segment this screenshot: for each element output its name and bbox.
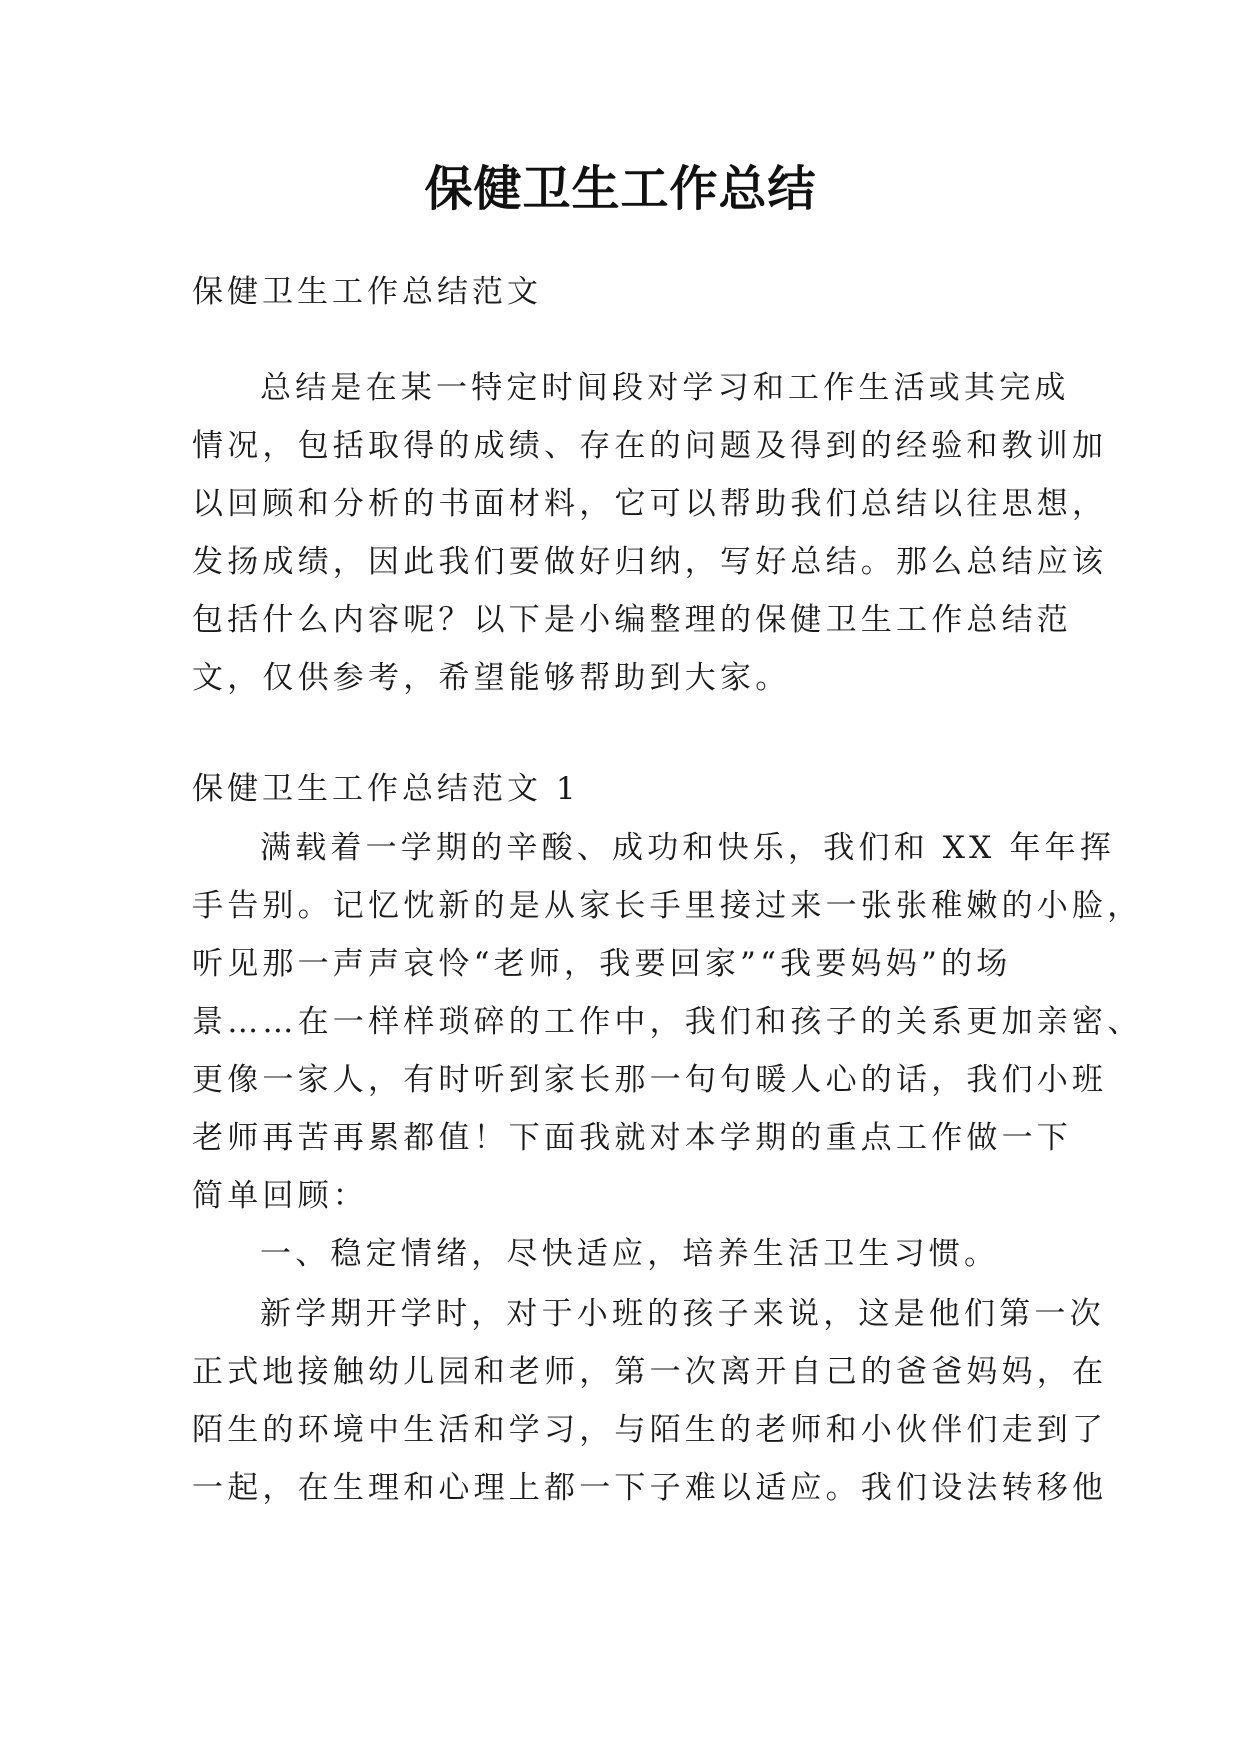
intro-line: 总结是在某一特定时间段对学习和工作生活或其完成 xyxy=(260,370,1070,406)
point1-line: 正式地接触幼儿园和老师，第一次离开自己的爸爸妈妈，在 xyxy=(192,1354,1108,1390)
document-subtitle: 保健卫生工作总结范文 xyxy=(192,274,542,310)
section1-line: 景……在一样样琐碎的工作中，我们和孩子的关系更加亲密、 xyxy=(192,1004,1143,1040)
intro-line: 以回顾和分析的书面材料，它可以帮助我们总结以往思想， xyxy=(192,486,1108,522)
intro-line: 文，仅供参考，希望能够帮助到大家。 xyxy=(192,660,791,696)
document-title: 保健卫生工作总结 xyxy=(424,161,817,217)
point-heading: 一、稳定情绪，尽快适应，培养生活卫生习惯。 xyxy=(260,1236,1000,1272)
section1-line: 更像一家人，有时听到家长那一句句暖人心的话，我们小班 xyxy=(192,1062,1108,1098)
intro-line: 发扬成绩，因此我们要做好归纳，写好总结。那么总结应该 xyxy=(192,544,1108,580)
intro-line: 情况，包括取得的成绩、存在的问题及得到的经验和教训加 xyxy=(192,428,1108,464)
intro-line: 包括什么内容呢？以下是小编整理的保健卫生工作总结范 xyxy=(192,602,1072,638)
section1-line: 简单回顾： xyxy=(192,1178,368,1214)
point1-line: 陌生的环境中生活和学习，与陌生的老师和小伙伴们走到了 xyxy=(192,1412,1108,1448)
section1-line: 老师再苦再累都值！下面我就对本学期的重点工作做一下 xyxy=(192,1120,1072,1156)
point1-line: 新学期开学时，对于小班的孩子来说，这是他们第一次 xyxy=(260,1296,1105,1332)
section1-line: 满载着一学期的辛酸、成功和快乐，我们和 XX 年年挥 xyxy=(260,830,1116,866)
section-heading: 保健卫生工作总结范文 1 xyxy=(192,771,580,807)
section1-line: 听见那一声声哀怜“老师，我要回家”“我要妈妈”的场 xyxy=(192,946,1012,982)
point1-line: 一起，在生理和心理上都一下子难以适应。我们设法转移他 xyxy=(192,1470,1108,1506)
section1-line: 手告别。记忆忱新的是从家长手里接过来一张张稚嫩的小脸， xyxy=(192,888,1143,924)
